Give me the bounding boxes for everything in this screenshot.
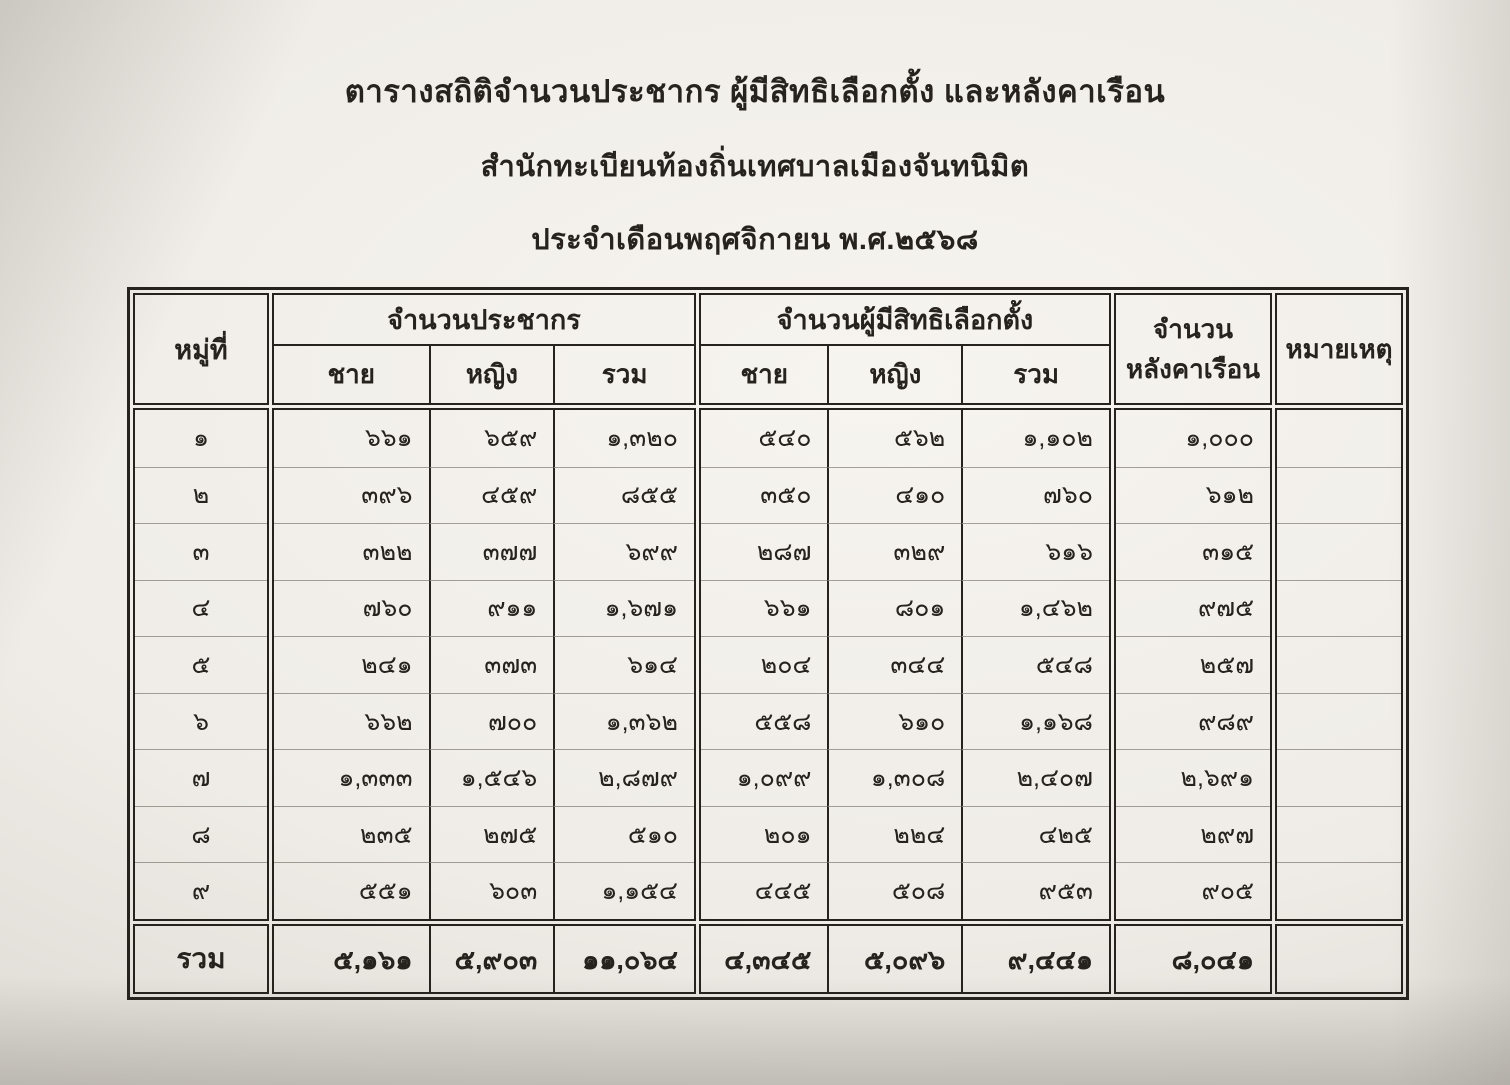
header-voters-group: [699, 293, 1111, 405]
moo-r4: ๔: [135, 580, 267, 637]
header-pop-female: หญิง: [429, 346, 554, 403]
column-population: [272, 408, 696, 921]
pop-total-r1: ๑,๓๒๐: [553, 410, 694, 467]
header-pop-total: รวม: [553, 346, 694, 403]
pop-female-r5: ๓๗๓: [429, 636, 554, 693]
moo-r1: ๑: [193, 424, 209, 453]
title-line-2: สำนักทะเบียนท้องถิ่นเทศบาลเมืองจันทนิมิต: [480, 151, 1030, 183]
vot-male-r5: ๒๐๔: [701, 636, 827, 693]
pop-male-r5: ๒๔๑: [274, 636, 429, 693]
pop-female-r4: ๙๑๑: [429, 580, 554, 637]
header-voters-title: จำนวนผู้มีสิทธิเลือกตั้ง: [701, 295, 1109, 346]
moo-r8: ๘: [135, 806, 267, 863]
total-remarks-block: [1275, 924, 1403, 994]
pop-female-r1: ๖๕๙: [429, 410, 554, 467]
remarks-r3: [1277, 523, 1401, 580]
vot-male-r1: ๕๔๐: [758, 424, 812, 453]
total-population: [272, 924, 696, 994]
vot-male-r7: ๑,๐๙๙: [701, 749, 827, 806]
column-voters: [699, 408, 1111, 921]
pop-female-r3: ๓๗๗: [429, 523, 554, 580]
pop-male-r2: ๓๙๖: [274, 467, 429, 524]
pop-male-r1: ๖๖๑: [364, 424, 413, 453]
households-r3: ๓๑๕: [1116, 523, 1270, 580]
vot-total-r6: ๑,๑๖๘: [961, 693, 1109, 750]
pop-female-r6: ๗๐๐: [429, 693, 554, 750]
header-households-line2: หลังคาเรือน: [1126, 354, 1260, 384]
pop-total-r2: ๘๕๕: [553, 467, 694, 524]
total-vot-male: ๔,๓๔๕: [724, 944, 812, 975]
moo-r7: ๗: [135, 749, 267, 806]
header-population-title: จำนวนประชากร: [274, 295, 694, 346]
pop-total-r3: ๖๙๙: [553, 523, 694, 580]
title-line-1: ตารางสถิติจำนวนประชากร ผู้มีสิทธิเลือกตั้ง และหลังคาเรือน: [344, 74, 1166, 109]
remarks-r4: [1277, 580, 1401, 637]
title-line-3: ประจำเดือนพฤศจิกายน พ.ศ.๒๕๖๘: [531, 224, 979, 256]
column-households: [1114, 408, 1272, 921]
header-pop-male: ชาย: [327, 359, 376, 390]
vot-total-r9: ๙๕๓: [961, 862, 1109, 919]
total-households: ๘,๐๔๑: [1171, 944, 1254, 975]
vot-female-r7: ๑,๓๐๘: [827, 749, 961, 806]
vot-female-r4: ๘๐๑: [827, 580, 961, 637]
moo-r9: ๙: [135, 862, 267, 919]
vot-male-r3: ๒๘๗: [701, 523, 827, 580]
header-remarks: หมายเหตุ: [1275, 293, 1403, 405]
vot-male-r4: ๖๖๑: [701, 580, 827, 637]
total-households-block: [1114, 924, 1272, 994]
pop-total-r4: ๑,๖๗๑: [553, 580, 694, 637]
remarks-r5: [1277, 636, 1401, 693]
vot-total-r8: ๔๒๕: [961, 806, 1109, 863]
header-households-line1: จำนวน: [1153, 313, 1233, 344]
total-label: รวม: [133, 924, 269, 994]
vot-female-r6: ๖๑๐: [827, 693, 961, 750]
document-title: [0, 66, 1510, 262]
pop-female-r2: ๔๕๙: [429, 467, 554, 524]
remarks-r2: [1277, 467, 1401, 524]
pop-male-r6: ๖๖๒: [274, 693, 429, 750]
pop-total-r5: ๖๑๔: [553, 636, 694, 693]
remarks-r8: [1277, 806, 1401, 863]
total-voters: [699, 924, 1111, 994]
households-r6: ๙๘๙: [1116, 693, 1270, 750]
vot-female-r1: ๕๖๒: [827, 410, 961, 467]
pop-total-r8: ๕๑๐: [553, 806, 694, 863]
vot-total-r3: ๖๑๖: [961, 523, 1109, 580]
pop-female-r9: ๖๐๓: [429, 862, 554, 919]
column-remarks: [1275, 408, 1403, 921]
header-moo: หมู่ที่: [133, 293, 269, 405]
pop-total-r9: ๑,๑๕๔: [553, 862, 694, 919]
total-pop-male: ๕,๑๖๑: [333, 944, 413, 975]
moo-r6: ๖: [135, 693, 267, 750]
vot-male-r9: ๔๔๕: [701, 862, 827, 919]
remarks-r7: [1277, 749, 1401, 806]
vot-male-r8: ๒๐๑: [701, 806, 827, 863]
pop-male-r4: ๗๖๐: [274, 580, 429, 637]
column-moo: [133, 408, 269, 921]
vot-female-r2: ๔๑๐: [827, 467, 961, 524]
total-pop-female: ๕,๙๐๓: [429, 926, 554, 992]
pop-female-r7: ๑,๕๔๖: [429, 749, 554, 806]
total-vot-female: ๕,๐๙๖: [827, 926, 961, 992]
households-r9: ๙๐๕: [1116, 862, 1270, 919]
vot-total-r7: ๒,๔๐๗: [961, 749, 1109, 806]
header-vot-total: รวม: [961, 346, 1109, 403]
pop-male-r7: ๑,๓๓๓: [274, 749, 429, 806]
header-households: [1114, 293, 1272, 405]
households-r1: ๑,๐๐๐: [1185, 424, 1254, 453]
remarks-r9: [1277, 862, 1401, 919]
remarks-r6: [1277, 693, 1401, 750]
statistics-table: [127, 287, 1409, 1000]
pop-total-r7: ๒,๘๗๙: [553, 749, 694, 806]
vot-total-r5: ๕๔๘: [961, 636, 1109, 693]
vot-male-r2: ๓๕๐: [701, 467, 827, 524]
header-vot-female: หญิง: [827, 346, 961, 403]
header-population-group: [272, 293, 696, 405]
vot-total-r4: ๑,๔๖๒: [961, 580, 1109, 637]
households-r8: ๒๙๗: [1116, 806, 1270, 863]
households-r4: ๙๗๕: [1116, 580, 1270, 637]
moo-r3: ๓: [135, 523, 267, 580]
households-r5: ๒๕๗: [1116, 636, 1270, 693]
pop-male-r8: ๒๓๕: [274, 806, 429, 863]
vot-male-r6: ๕๕๘: [701, 693, 827, 750]
households-r2: ๖๑๒: [1116, 467, 1270, 524]
total-pop-total: ๑๑,๐๖๔: [553, 926, 694, 992]
pop-male-r9: ๕๕๑: [274, 862, 429, 919]
vot-total-r1: ๑,๑๐๒: [961, 410, 1109, 467]
households-r7: ๒,๖๙๑: [1116, 749, 1270, 806]
vot-female-r3: ๓๒๙: [827, 523, 961, 580]
vot-female-r8: ๒๒๔: [827, 806, 961, 863]
remarks-r1: [1277, 410, 1401, 467]
total-vot-total: ๙,๔๔๑: [961, 926, 1109, 992]
pop-female-r8: ๒๗๕: [429, 806, 554, 863]
pop-total-r6: ๑,๓๖๒: [553, 693, 694, 750]
vot-female-r9: ๕๐๘: [827, 862, 961, 919]
vot-female-r5: ๓๔๔: [827, 636, 961, 693]
vot-total-r2: ๗๖๐: [961, 467, 1109, 524]
moo-r5: ๕: [135, 636, 267, 693]
header-vot-male: ชาย: [740, 359, 788, 390]
moo-r2: ๒: [135, 467, 267, 524]
pop-male-r3: ๓๒๒: [274, 523, 429, 580]
